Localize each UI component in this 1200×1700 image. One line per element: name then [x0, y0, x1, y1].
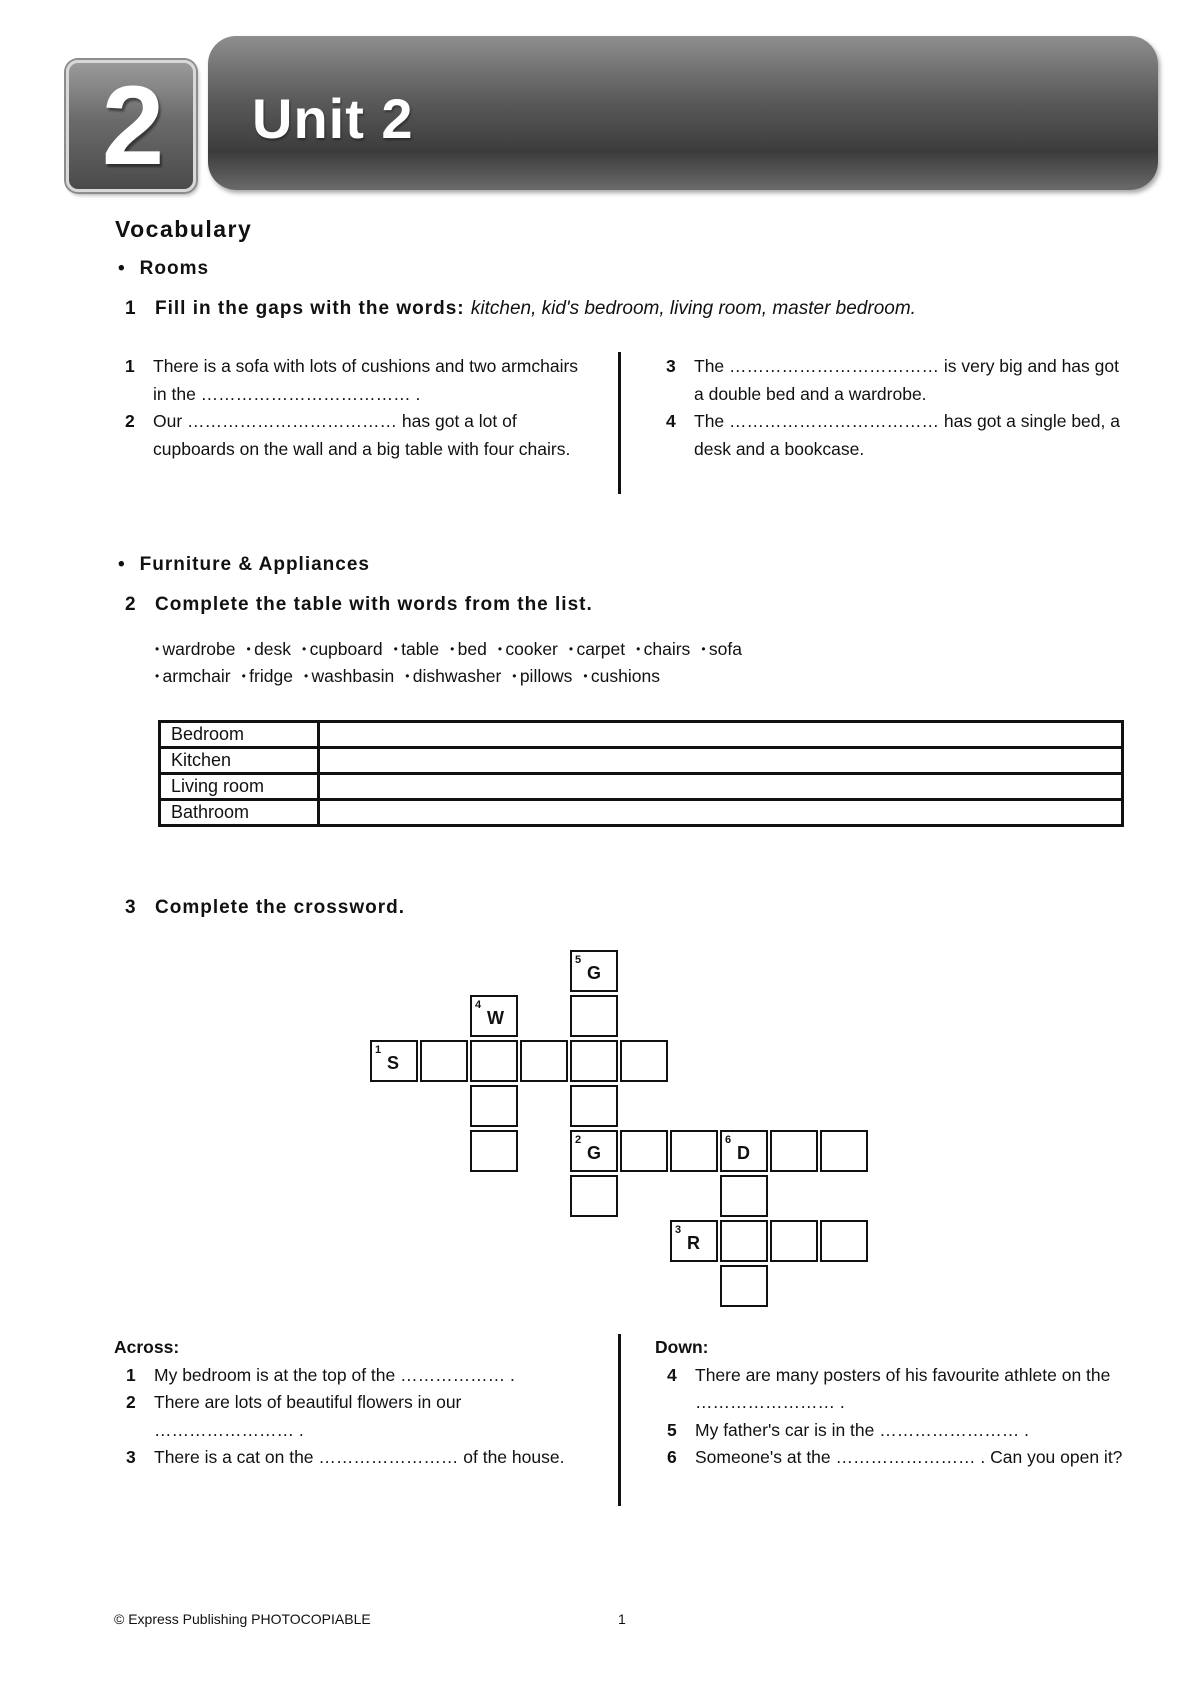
crossword-cell[interactable] [570, 1130, 618, 1172]
clue-number: 4 [475, 999, 482, 1011]
crossword-cell[interactable] [820, 1220, 868, 1262]
crossword-cell[interactable] [470, 995, 518, 1037]
exercise-number: 2 [125, 594, 137, 615]
word: • washbasin [304, 666, 394, 686]
unit-number-badge [66, 60, 196, 192]
clue-number: 3 [675, 1224, 682, 1236]
clue-item: 5 My father's car is in the …………………… . [667, 1419, 1029, 1440]
exercise-2-instruction [125, 594, 593, 616]
down-clues [655, 1334, 1125, 1472]
word: • carpet [569, 639, 625, 659]
table-row [160, 722, 1123, 748]
crossword-cell[interactable] [570, 1040, 618, 1082]
clue-divider [618, 1334, 621, 1506]
clue-number: 2 [575, 1134, 582, 1146]
column-divider [618, 352, 621, 494]
unit-number: 2 [101, 63, 161, 188]
crossword-cell[interactable] [770, 1220, 818, 1262]
word: • cupboard [302, 639, 383, 659]
word-list-line-2 [155, 663, 753, 690]
rooms-column-right [666, 353, 1124, 463]
across-heading: Across: [114, 1337, 180, 1357]
crossword-cell[interactable] [470, 1085, 518, 1127]
clue-item: 2 There are lots of beautiful flowers in our …………………… . [126, 1392, 462, 1440]
crossword-cell[interactable] [720, 1220, 768, 1262]
crossword-cell[interactable] [370, 1040, 418, 1082]
starting-letter: W [487, 1008, 504, 1028]
crossword-cell[interactable] [620, 1130, 668, 1172]
list-item: 2 Our ……………………………… has got a lot of cupboards on the wall and a big table with four chairs. [125, 411, 571, 459]
word: • table [394, 639, 440, 659]
clue-item: 3 There is a cat on the …………………… of the house. [126, 1447, 565, 1467]
instruction-text: Fill in the gaps with the words: [155, 298, 471, 319]
row-label: Bedroom [160, 722, 319, 748]
crossword-cell[interactable] [670, 1130, 718, 1172]
word-options: kitchen, kid's bedroom, living room, master bedroom. [470, 298, 916, 319]
clue-item: 1 My bedroom is at the top of the ……………… . [126, 1364, 515, 1385]
exercise-3-instruction [125, 897, 405, 919]
clue-number: 5 [575, 954, 582, 966]
crossword-cell[interactable] [620, 1040, 668, 1082]
crossword-cell[interactable] [570, 1085, 618, 1127]
rooms-column-left [125, 353, 580, 463]
crossword-cell[interactable] [570, 950, 618, 992]
row-label: Kitchen [160, 748, 319, 774]
section-title: Vocabulary [115, 216, 253, 242]
crossword-cell[interactable] [470, 1130, 518, 1172]
crossword-cell[interactable] [720, 1130, 768, 1172]
word: • cushions [583, 666, 660, 686]
starting-letter: G [587, 963, 602, 983]
crossword-cell[interactable] [570, 995, 618, 1037]
clue-item: 6 Someone's at the …………………… . Can you open it? [667, 1447, 1123, 1467]
crossword-cell[interactable] [470, 1040, 518, 1082]
furniture-heading: • Furniture & Appliances [118, 554, 370, 576]
row-label: Living room [160, 774, 319, 800]
crossword-cell[interactable] [820, 1130, 868, 1172]
row-label: Bathroom [160, 800, 319, 826]
answer-cell[interactable] [319, 800, 1123, 826]
crossword-cell[interactable] [520, 1040, 568, 1082]
table-row [160, 748, 1123, 774]
answer-cell[interactable] [319, 722, 1123, 748]
word-list [155, 636, 753, 690]
word: • pillows [512, 666, 572, 686]
word: • armchair [155, 666, 231, 686]
exercise-number: 1 [125, 298, 137, 319]
starting-letter: G [587, 1143, 602, 1163]
crossword-cell[interactable] [570, 1175, 618, 1217]
crossword-cell[interactable] [420, 1040, 468, 1082]
table-row [160, 800, 1123, 826]
word: • desk [247, 639, 292, 659]
word: • wardrobe [155, 639, 236, 659]
page-number: 1 [618, 1611, 626, 1627]
word: • chairs [636, 639, 690, 659]
list-item: 1 There is a sofa with lots of cushions and two armchairs in the ……………………………… . [125, 356, 579, 404]
crossword-cell[interactable] [770, 1130, 818, 1172]
across-clues [114, 1334, 584, 1472]
answer-cell[interactable] [319, 748, 1123, 774]
clue-number: 1 [375, 1044, 382, 1056]
clue-number: 6 [725, 1134, 732, 1146]
crossword-cell[interactable] [670, 1220, 718, 1262]
footer-publisher: © Express Publishing PHOTOCOPIABLE [114, 1611, 371, 1627]
word: • sofa [701, 639, 742, 659]
list-item: 3 The ……………………………… is very big and has got a double bed and a wardrobe. [666, 356, 1119, 404]
word-list-line-1 [155, 636, 753, 663]
unit-title: Unit 2 [252, 87, 414, 150]
word: • dishwasher [405, 666, 501, 686]
exercise-number: 3 [125, 897, 137, 918]
instruction-text: Complete the table with words from the list. [155, 594, 593, 615]
starting-letter: S [387, 1053, 400, 1073]
word: • fridge [242, 666, 293, 686]
rooms-table [158, 720, 1124, 827]
instruction-text: Complete the crossword. [155, 897, 405, 918]
table-row [160, 774, 1123, 800]
crossword-cell[interactable] [720, 1175, 768, 1217]
starting-letter: R [687, 1233, 700, 1253]
exercise-1-instruction [125, 298, 916, 320]
list-item: 4 The ……………………………… has got a single bed, a desk and a bookcase. [666, 411, 1120, 459]
rooms-heading: • Rooms [118, 258, 209, 280]
down-heading: Down: [655, 1337, 709, 1357]
clue-item: 4 There are many posters of his favourite athlete on the …………………… . [667, 1364, 1111, 1412]
word: • bed [450, 639, 487, 659]
answer-cell[interactable] [319, 774, 1123, 800]
starting-letter: D [737, 1143, 750, 1163]
word: • cooker [498, 639, 558, 659]
crossword-cell[interactable] [720, 1265, 768, 1307]
